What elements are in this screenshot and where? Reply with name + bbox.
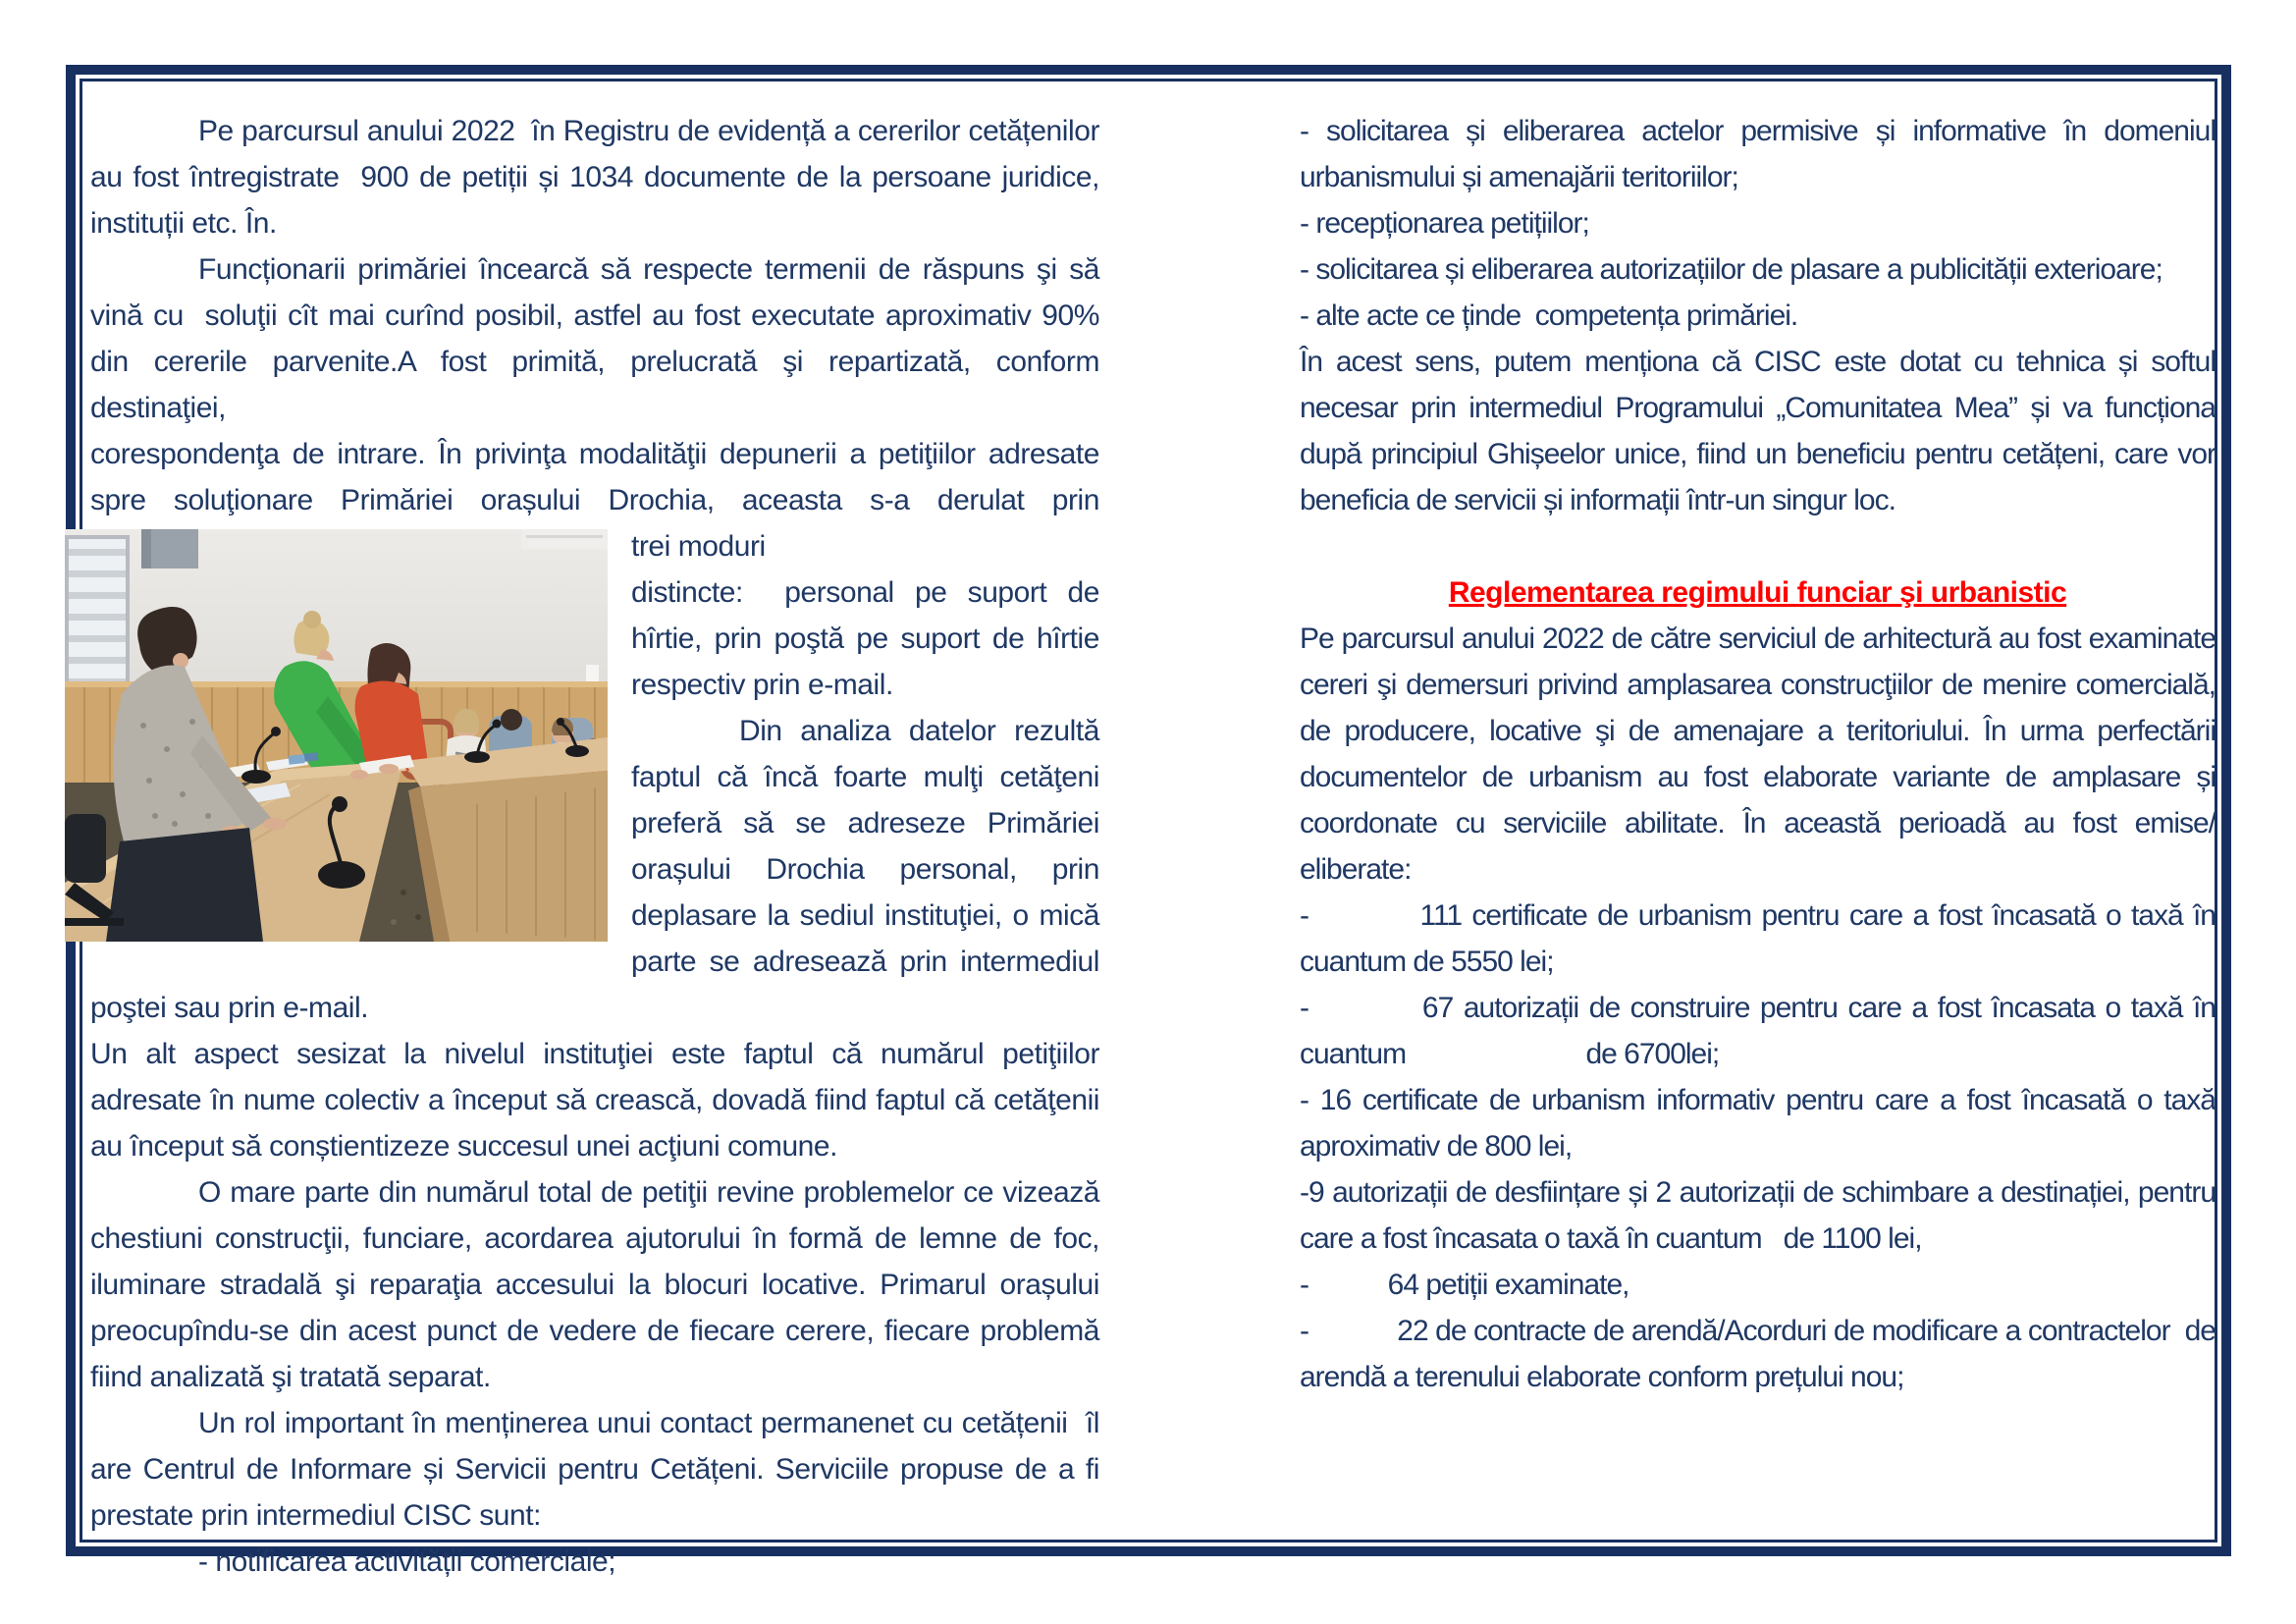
paragraph-un-alt-aspect: Un alt aspect sesizat la nivelul instituţiei este faptul că numărul petiţiilor adresate în nume colectiv a început să crească, dovadă fiind faptul că cetăţenii au început să conștientizeze succesul unei acţiuni comune.: [90, 1038, 1099, 1163]
paragraph-registru: Pe parcursul anului 2022 în Registru de evidență a cererilor cetățenilor au fost întregistrate 900 de petiții și 1034 documente de la persoane juridice, instituții etc. În.: [90, 115, 1099, 240]
section-heading-reglementarea: Reglementarea regimului funciar şi urbanistic: [1448, 576, 2067, 609]
line-trei-moduri: trei moduri: [631, 530, 766, 563]
air-vent: [521, 529, 608, 549]
air-vent-slat: [526, 535, 603, 538]
service-item-alte-acte: - alte acte ce ținde competența primăriei.: [1300, 299, 1798, 332]
left-column: [90, 108, 1099, 1585]
service-item-publicitate: - solicitarea și eliberarea autorizațiilor de plasare a publicității exterioare;: [1300, 253, 2163, 286]
right-column: [1300, 108, 2216, 1400]
paragraph-corespondenta: corespondenţa de intrare. În privinţa modalităţii depunerii a petiţiilor adresate spre soluţionare Primăriei orașului Drochia, aceasta s-a derulat prin: [90, 438, 1099, 516]
paragraph-distincte: distincte: personal pe suport de hîrtie, prin poştă pe suport de hîrtie respectiv prin e-mail.: [631, 576, 1099, 701]
service-item-receptionare: - recepționarea petițiilor;: [1300, 207, 1589, 240]
stat-item-contracte-arenda: - 22 de contracte de arendă/Acorduri de modificare a contractelor de arendă a terenului elaborate conform prețului nou;: [1300, 1315, 2216, 1393]
paragraph-din-analiza: Din analiza datelor rezultă faptul că încă foarte mulţi cetăţeni preferă să se adreseze Primăriei orașului Drochia personal, prin deplasare la sediul instituţiei, o mică parte se adresează prin intermediul poştei sau prin e-mail.: [90, 715, 1099, 1024]
line-notificarea: - notificarea activității comerciale;: [198, 1545, 616, 1578]
paragraph-arhitectura: Pe parcursul anului 2022 de către serviciul de arhitectură au fost examinate cereri şi demersuri privind amplasarea construcţiilor de menire comercială, de producere, locative şi de amenajare a teritoriului. În urma perfectării documentelor de urbanism au fost elaborate variante de amplasare și coordonate cu serviciile abilitate. În această perioadă au fost emise/ eliberate:: [1300, 623, 2216, 886]
person-dark-hair-seated: [501, 709, 522, 731]
paragraph-functionarii: Funcționarii primăriei încearcă să respecte termenii de răspuns şi să vină cu soluţii cît mai curînd posibil, astfel au fost executate aproximativ 90% din cererile parvenite.A fost primită, prelucrată şi repartizată, conform destinaţiei,: [90, 253, 1099, 424]
stat-item-certificate-urbanism: - 111 certificate de urbanism pentru care a fost încasată o taxă în cuantum de 5550 lei;: [1300, 899, 2216, 978]
paragraph-cisc-program: În acest sens, putem menționa că CISC este dotat cu tehnica și softul necesar prin intermediul Programului „Comunitatea Mea” și va funcționa după principiul Ghișeelor unice, fiind un beneficiu pentru cetățeni, care vor beneficia de servicii și informații într-un singur loc.: [1300, 346, 2216, 516]
light-switch: [586, 665, 599, 681]
stat-item-petitii-examinate: - 64 petiții examinate,: [1300, 1269, 1629, 1301]
service-item-acte-permisive: - solicitarea și eliberarea actelor permisive și informative în domeniul urbanismului și amenajării teritoriilor;: [1300, 115, 2216, 193]
meeting-room-photo: [65, 529, 608, 942]
hand: [350, 770, 368, 780]
hand: [379, 764, 399, 774]
page-content: [90, 108, 2216, 1585]
meeting-room-photo-illustration: [65, 529, 608, 942]
paragraph-un-rol-cisc: Un rol important în menținerea unui contact permanenet cu cetățenii îl are Centrul de Informare și Servicii pentru Cetățeni. Serviciile propuse de a fi prestate prin intermediul CISC sunt:: [90, 1407, 1099, 1532]
speaker-box-side: [141, 529, 151, 568]
stat-item-autorizatii-construire: - 67 autorizații de construire pentru care a fost încasata o taxă în cuantum de 6700lei;: [1300, 992, 2216, 1070]
stat-item-autorizatii-desfiintare: -9 autorizații de desființare și 2 autorizații de schimbare a destinației, pentru care a fost încasata o taxă în cuantum de 1100 lei,: [1300, 1176, 2216, 1255]
paragraph-o-mare-parte: O mare parte din numărul total de petiţii revine problemelor ce vizează chestiuni construcţii, funciare, acordarea ajutorului în formă de lemne de foc, iluminare stradală şi reparaţia accesului la blocuri locative. Primarul orașului preocupîndu-se din acest punct de vedere de fiecare cerere, fiecare problemă fiind analizată şi tratată separat.: [90, 1176, 1099, 1393]
stat-item-certificate-informativ: - 16 certificate de urbanism informativ pentru care a fost încasată o taxă aproximativ de 800 lei,: [1300, 1084, 2216, 1163]
